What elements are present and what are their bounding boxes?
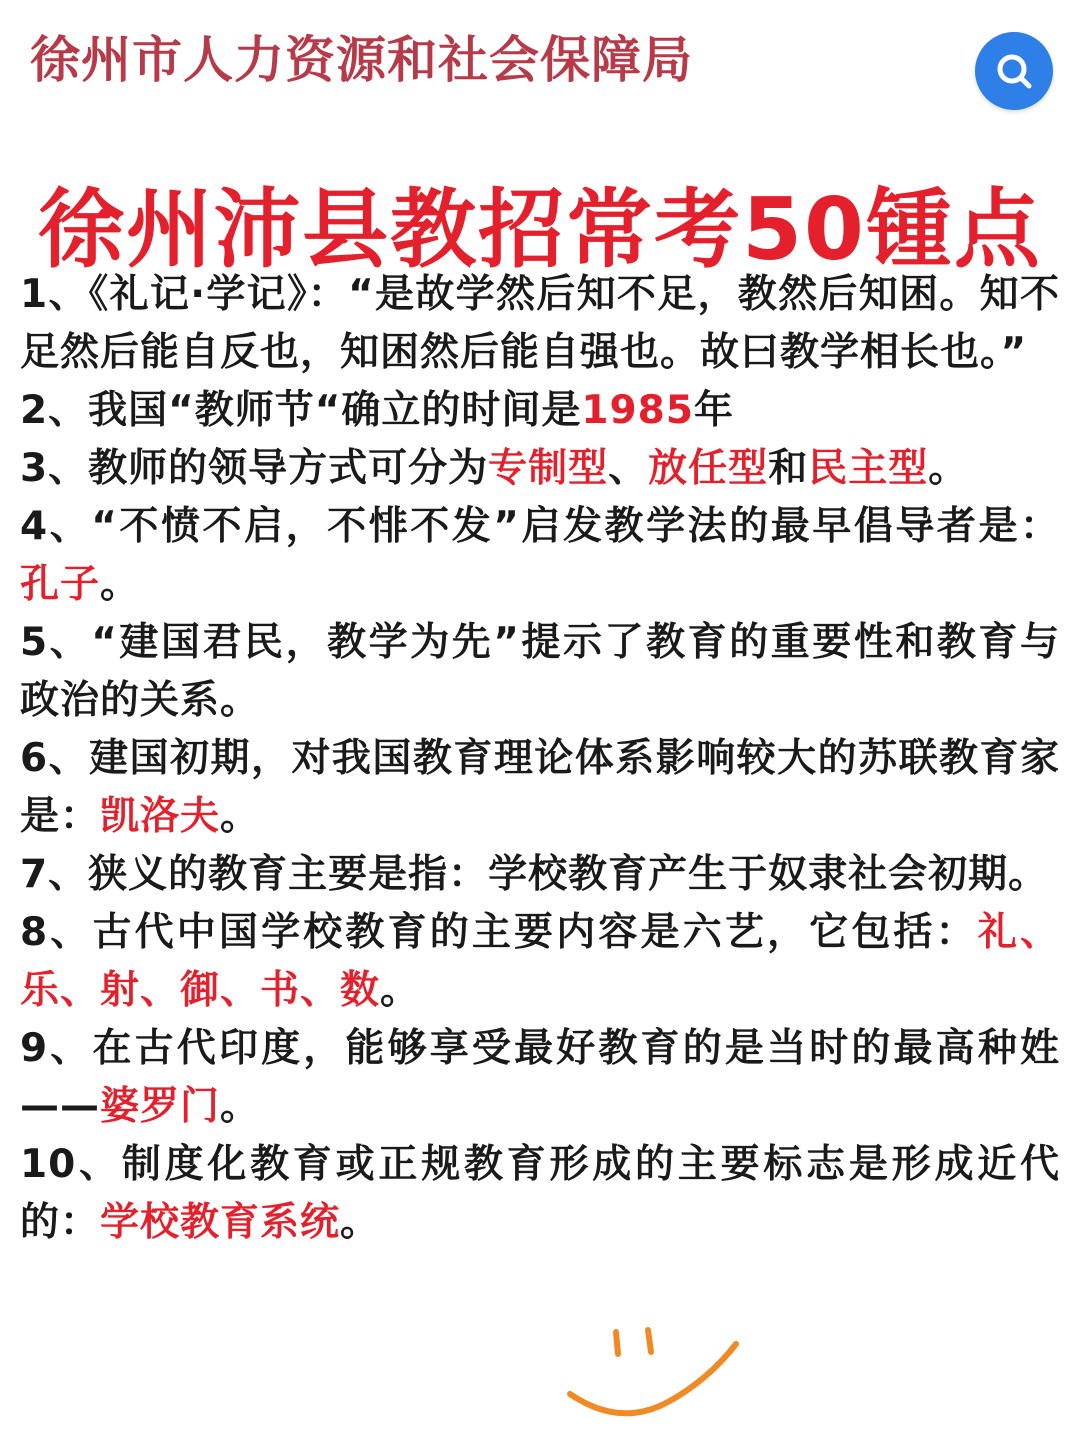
item-text: 9、在古代印度，能够享受最好教育的是当时的最高种姓—— bbox=[20, 1026, 1060, 1129]
key-points-list bbox=[20, 266, 1060, 1252]
highlight-text: 孔子 bbox=[20, 562, 101, 607]
item-text: 。 bbox=[380, 968, 421, 1013]
list-item bbox=[20, 1136, 1060, 1252]
item-text: 7、狭义的教育主要是指：学校教育产生于奴隶社会初期。 bbox=[20, 852, 1049, 897]
item-text: 、 bbox=[608, 446, 649, 491]
list-item bbox=[20, 382, 1060, 440]
item-text: 和 bbox=[768, 446, 809, 491]
highlight-text: 1985 bbox=[581, 388, 694, 433]
header bbox=[0, 0, 1080, 120]
list-item bbox=[20, 266, 1060, 382]
search-icon bbox=[992, 49, 1036, 93]
item-text: 3、教师的领导方式可分为 bbox=[20, 446, 489, 491]
org-name: 徐州市人力资源和社会保障局 bbox=[30, 31, 693, 89]
search-button[interactable] bbox=[975, 32, 1053, 110]
item-text: 。 bbox=[100, 562, 141, 607]
item-text: 。 bbox=[220, 794, 261, 839]
list-item bbox=[20, 846, 1060, 904]
item-text: 年 bbox=[693, 388, 734, 433]
highlight-text: 民主型 bbox=[808, 446, 929, 491]
smiley-face-icon bbox=[560, 1310, 760, 1420]
item-text: 1、《礼记·学记》：“是故学然后知不足，教然后知困。知不足然后能自反也，知困然后能自强也。故曰教学相长也。” bbox=[20, 272, 1060, 375]
list-item bbox=[20, 440, 1060, 498]
list-item bbox=[20, 498, 1060, 614]
highlight-text: 礼、乐、射、御、书、数 bbox=[20, 910, 1060, 1013]
item-text: 。 bbox=[220, 1084, 261, 1129]
item-text: 2、我国“教师节“确立的时间是 bbox=[20, 388, 582, 433]
list-item bbox=[20, 904, 1060, 1020]
item-text: 5、“建国君民，教学为先”提示了教育的重要性和教育与政治的关系。 bbox=[20, 620, 1060, 723]
item-text: 6、建国初期，对我国教育理论体系影响较大的苏联教育家是： bbox=[20, 736, 1060, 839]
list-item bbox=[20, 730, 1060, 846]
item-text: 。 bbox=[340, 1200, 381, 1245]
highlight-text: 放任型 bbox=[648, 446, 769, 491]
list-item bbox=[20, 614, 1060, 730]
list-item bbox=[20, 1020, 1060, 1136]
highlight-text: 学校教育系统 bbox=[100, 1200, 341, 1245]
highlight-text: 凯洛夫 bbox=[100, 794, 221, 839]
item-text: 。 bbox=[928, 446, 969, 491]
highlight-text: 专制型 bbox=[488, 446, 609, 491]
item-text: 8、古代中国学校教育的主要内容是六艺，它包括： bbox=[20, 910, 978, 955]
item-text: 4、“不愤不启，不悱不发”启发教学法的最早倡导者是： bbox=[20, 504, 1060, 549]
page-title: 徐州沛县教招常考50锺点 bbox=[38, 180, 1042, 280]
item-text: 10、制度化教育或正规教育形成的主要标志是形成近代的： bbox=[20, 1142, 1060, 1245]
highlight-text: 婆罗门 bbox=[100, 1084, 221, 1129]
